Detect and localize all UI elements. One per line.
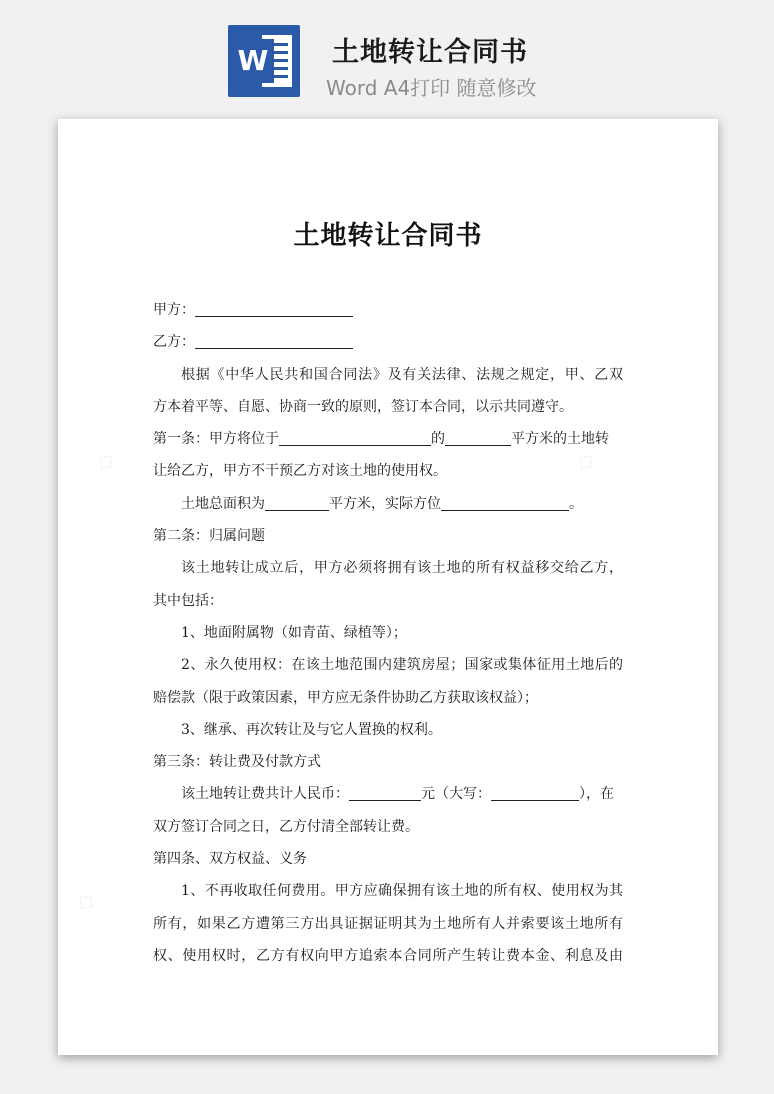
watermark: ◇: [572, 446, 601, 477]
fee-line-1: [153, 778, 623, 810]
article-1-line-2: 让给乙方，甲方不干预乙方对该土地的使用权。: [153, 463, 447, 480]
list-item-2-line-2: 赔偿款（限于政策因素，甲方应无条件协助乙方获取该权益）；: [153, 689, 538, 706]
total-area-text-c: 。: [569, 495, 583, 512]
list-item-2-line-1: 2、永久使用权：在该土地范围内建筑房屋；国家或集体征用土地后的: [181, 657, 623, 674]
list-item-3: 3、继承、再次转让及与它人置换的权利。: [181, 721, 442, 738]
banner-title: 土地转让合同书: [332, 37, 528, 68]
total-area-text-b: 平方米，实际方位: [329, 495, 441, 512]
party-b-blank[interactable]: [195, 330, 353, 349]
banner-subtitle: Word A4打印 随意修改: [326, 76, 537, 100]
article-4-title: 第四条、双方权益、义务: [153, 851, 307, 868]
article-3-title: 第三条：转让费及付款方式: [153, 754, 321, 771]
article-1-line-1: [153, 423, 623, 455]
document-title: 土地转让合同书: [293, 221, 483, 251]
preamble-line-1: 根据《中华人民共和国合同法》及有关法律、法规之规定，甲、乙双: [181, 366, 623, 383]
party-a-line: [153, 294, 623, 326]
fee-text-b: 元（大写：: [421, 786, 491, 803]
party-b-label: 乙方：: [153, 334, 195, 351]
total-area-blank[interactable]: [265, 492, 329, 511]
location-blank[interactable]: [279, 427, 431, 446]
party-a-label: 甲方：: [153, 302, 195, 318]
article-1-text-a: 第一条：甲方将位于: [153, 431, 279, 448]
article-4-line-1: 1、不再收取任何费用。甲方应确保拥有该土地的所有权、使用权为其: [181, 883, 623, 900]
fee-text-a: 该土地转让费共计人民币：: [181, 786, 349, 803]
word-logo-letter: W: [232, 39, 274, 83]
fee-line-2: 双方签订合同之日，乙方付清全部转让费。: [153, 818, 419, 835]
party-a-blank[interactable]: [195, 298, 353, 317]
article-2-line-2: 其中包括：: [153, 592, 223, 609]
article-1-text-c: 平方米的土地转: [511, 431, 609, 448]
article-2-title: 第二条：归属问题: [153, 528, 265, 545]
watermark: ◇: [72, 886, 101, 917]
fee-capital-blank[interactable]: [491, 782, 579, 801]
article-1-text-b: 的: [431, 431, 445, 448]
total-area-text-a: 土地总面积为: [181, 495, 265, 512]
document-page: [58, 119, 718, 1055]
banner: [0, 0, 774, 118]
fee-text-c: ），在: [579, 786, 614, 803]
party-b-line: [153, 326, 623, 358]
preamble-line-2: 方本着平等、自愿、协商一致的原则，签订本合同，以示共同遵守。: [153, 398, 573, 415]
article-2-line-1: 该土地转让成立后，甲方必须将拥有该土地的所有权益移交给乙方，: [181, 560, 623, 577]
word-icon: [228, 25, 300, 97]
document-body: [153, 294, 623, 972]
area-blank[interactable]: [445, 427, 511, 446]
article-4-line-2: 所有，如果乙方遭第三方出具证据证明其为土地所有人并索要该土地所有: [153, 915, 623, 932]
fee-amount-blank[interactable]: [349, 782, 421, 801]
watermark: ◇: [92, 446, 121, 477]
position-blank[interactable]: [441, 492, 569, 511]
article-4-line-3: 权、使用权时，乙方有权向甲方追索本合同所产生转让费本金、利息及由: [153, 947, 623, 964]
total-area-line: [153, 488, 623, 520]
list-item-1: 1、地面附属物（如青苗、绿植等）；: [181, 624, 407, 641]
